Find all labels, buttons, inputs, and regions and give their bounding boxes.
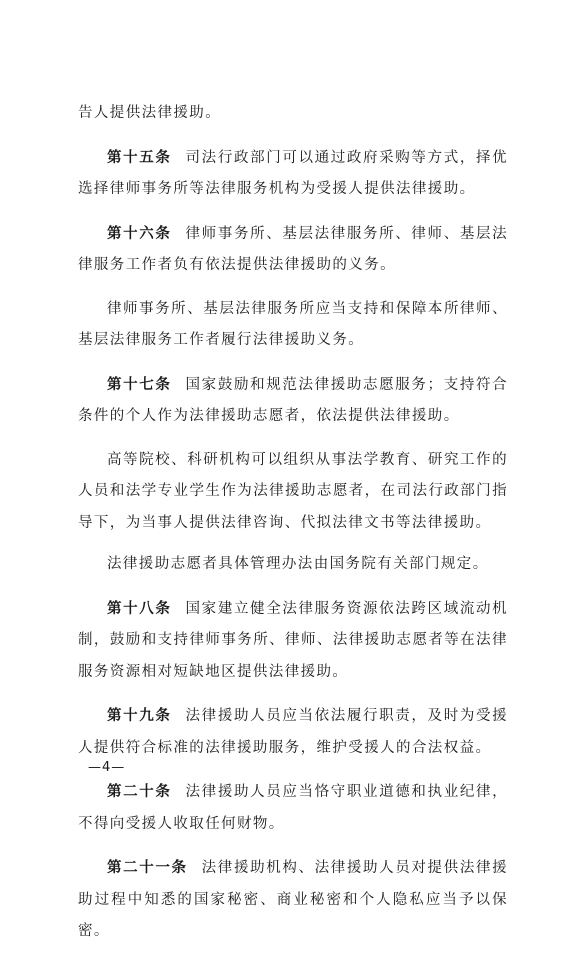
page-number: —4— (88, 760, 126, 775)
paragraph-text: 法律援助机构、法律援助人员对提供法律援助过程中知悉的国家秘密、商业秘密和个人隐私应当予以保密。 (78, 860, 508, 939)
document-body (78, 98, 508, 960)
article-heading: 第十九条 (107, 707, 172, 724)
paragraph-text: 法律援助人员应当恪守职业道德和执业纪律，不得向受援人收取任何财物。 (78, 784, 508, 832)
paragraph-text: 告人提供法律援助。 (78, 105, 222, 121)
article-heading: 第十七条 (107, 375, 172, 393)
article-17-paragraph-2 (78, 445, 508, 540)
article-17-paragraph-3 (78, 549, 508, 581)
paragraph-text: 高等院校、科研机构可以组织从事法学教育、研究工作的人员和法学专业学生作为法律援助志愿者，在司法行政部门指导下，为当事人提供法律咨询、代拟法律文书等法律援助。 (78, 451, 508, 531)
article-18 (78, 593, 508, 689)
article-heading: 第十六条 (107, 224, 172, 242)
article-19 (78, 700, 508, 764)
article-heading: 第二十一条 (107, 859, 188, 876)
paragraph-text: 法律援助人员应当依法履行职责，及时为受援人提供符合标准的法律援助服务，维护受援人的合法权益。 (78, 708, 508, 756)
paragraph-text: 国家建立健全法律服务资源依法跨区域流动机制，鼓励和支持律师事务所、律师、法律援助志愿者等在法律服务资源相对短缺地区提供法律援助。 (78, 600, 508, 680)
article-16 (78, 218, 508, 282)
article-16-paragraph-2 (78, 294, 508, 357)
article-heading: 第十八条 (107, 599, 172, 617)
article-15 (78, 142, 508, 206)
article-21 (78, 852, 508, 948)
article-20 (78, 776, 508, 840)
paragraph-text: 国家鼓励和规范法律援助志愿服务；支持符合条件的个人作为法律援助志愿者，依法提供法律援助。 (78, 376, 508, 424)
paragraph-continuation (78, 98, 508, 130)
article-heading: 第二十条 (107, 783, 172, 800)
paragraph-text: 律师事务所、基层法律服务所应当支持和保障本所律师、基层法律服务工作者履行法律援助义务。 (78, 300, 508, 348)
paragraph-text: 律师事务所、基层法律服务所、律师、基层法律服务工作者负有依法提供法律援助的义务。 (78, 225, 508, 273)
paragraph-text: 法律援助志愿者具体管理办法由国务院有关部门规定。 (107, 556, 489, 572)
article-heading: 第十五条 (107, 148, 172, 166)
paragraph-text: 司法行政部门可以通过政府采购等方式，择优选择律师事务所等法律服务机构为受援人提供法律援助。 (78, 149, 508, 197)
article-17 (78, 369, 508, 433)
